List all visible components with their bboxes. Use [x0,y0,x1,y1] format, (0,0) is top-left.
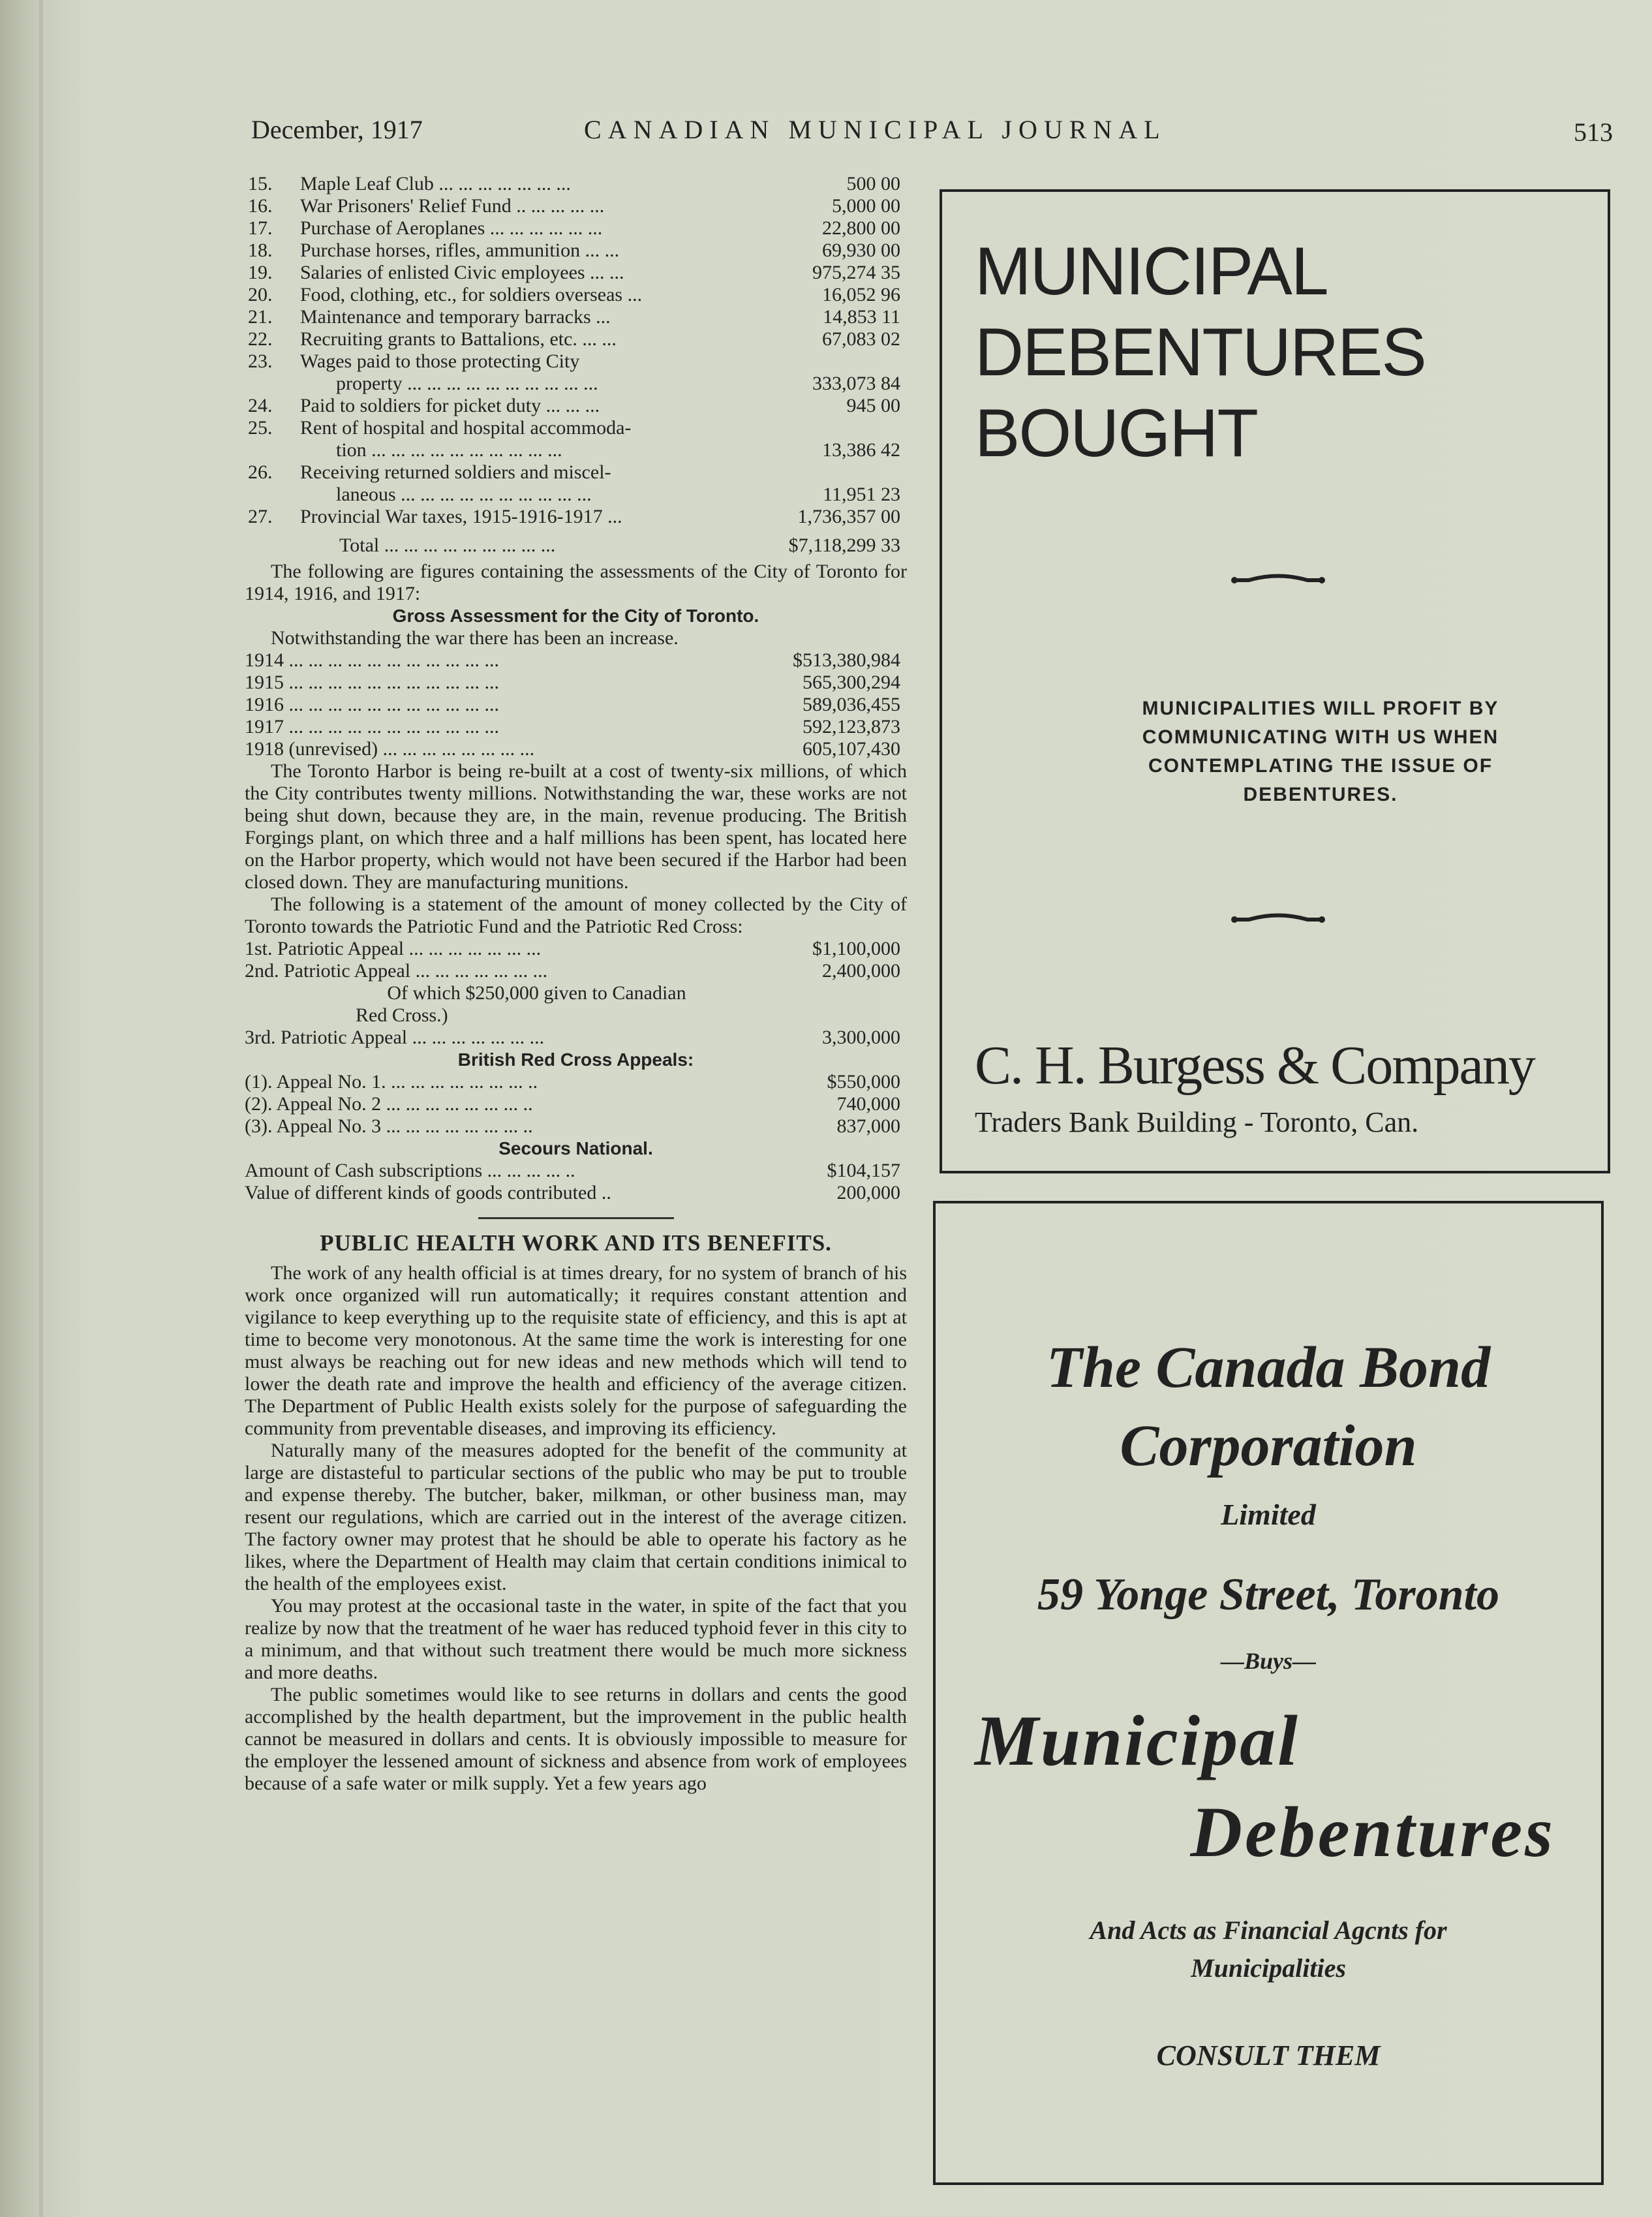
expenditure-description: Maintenance and temporary barracks ... [300,306,611,328]
expenditure-amount: 500 00 [846,173,900,194]
patriotic-note-cont: Red Cross.) [356,1004,448,1026]
expenditure-description: Provincial War taxes, 1915-1916-1917 ... [300,506,622,527]
expenditure-row [245,417,907,439]
ad-agents-line2: Municipalities [1191,1953,1346,1983]
ad-firm-name: C. H. Burgess & Company [975,1035,1535,1096]
expenditure-description: Rent of hospital and hospital accommoda- [300,417,632,439]
patriotic-row: 1st. Patriotic Appeal ... ... ... ... ... ... ... $1,100,000 [245,938,900,959]
ad-buys: —Buys— [1220,1648,1317,1674]
binding-gutter [39,0,43,2217]
issue-date: December, 1917 [251,115,423,144]
expenditure-row [245,217,907,240]
assessment-note: Notwithstanding the war there has been an increase. [271,627,679,649]
expenditure-number: 17. [248,217,273,239]
red-cross-row: (3). Appeal No. 3 ... ... ... ... ... ... ... .. 837,000 [245,1115,900,1137]
article-paragraph: The work of any health official is at times dreary, for no system of branch of his work once organized will run automatically; it requires constant attention and vigilance to keep everything up to the requisite state of efficiency, and this is apt at time to become very monotonous. At the same time the work is interesting for one must always be reaching out for new ideas and new methods which will tend to lower the death rate and improve the health and efficiency of the average citizen. The Department of Public Health exists solely for the purpose of safeguarding the community from preventable diseases, and improving its efficiency. [245,1262,907,1439]
expenditure-description-cont: laneous ... ... ... ... ... ... ... ... ... ... [336,484,592,505]
expenditure-row [245,395,907,417]
expenditure-number: 26. [248,461,273,483]
expenditure-continuation [245,373,907,395]
expenditure-row [245,461,907,484]
assessment-row: 1916 ... ... ... ... ... ... ... ... ... ... ... 589,036,455 [245,694,900,715]
expenditure-number: 18. [248,240,273,261]
expenditure-row [245,350,907,373]
expenditure-amount: 975,274 35 [812,262,900,283]
assessment-list [245,649,907,760]
assessment-intro: The following are figures containing the assessments of the City of Toronto for 1914, 1916, and 1917: [245,561,907,604]
expenditure-number: 25. [248,417,273,439]
expenditure-number: 23. [248,350,273,372]
page-number: 513 [1574,117,1613,147]
article-paragraph: Naturally many of the measures adopted for the benefit of the community at large are distasteful to particular sections of the public who may be put to trouble and expense thereby. The butcher, baker, milkman, or other business man, may resent our regulations, which are carried out in the interest of the average citizen. The factory owner may protest that he should be able to operate his factory as he likes, where the Department of Health may claim that certain conditions inimical to the health of the employees exist. [245,1440,907,1594]
expenditure-number: 19. [248,262,273,283]
patriotic-row: 2nd. Patriotic Appeal ... ... ... ... ... ... ... 2,400,000 [245,960,900,982]
ad-firm-address: Traders Bank Building - Toronto, Can. [975,1106,1419,1138]
expenditure-description: Purchase of Aeroplanes ... ... ... ... ... ... [300,217,603,239]
assessment-row: 1917 ... ... ... ... ... ... ... ... ... ... ... 592,123,873 [245,716,900,737]
expenditure-description: Receiving returned soldiers and miscel- [300,461,611,483]
secours-heading: Secours National. [498,1138,653,1158]
expenditure-number: 22. [248,328,273,350]
expenditure-row [245,306,907,328]
expenditure-description: Food, clothing, etc., for soldiers overseas ... [300,284,643,305]
expenditure-row [245,195,907,217]
article-paragraph: The public sometimes would like to see returns in dollars and cents the good accomplished by the health department, but the improvement in the public health cannot be measured in dollars and cents. It is obviously impossible to measure for the employer the lessened amount of sickness and absence from work of employees because of a safe water or milk supply. Yet a few years ago [245,1684,907,1794]
ornament-icon [1229,910,1327,929]
patriotic-intro: The following is a statement of the amount of money collected by the City of Toronto towards the Patriotic Fund and the Patriotic Red Cross: [245,893,907,937]
total-amount: $7,118,299 33 [788,535,900,556]
expenditure-description-cont: property ... ... ... ... ... ... ... ... ... ... [336,373,598,394]
assessment-row: 1918 (unrevised) ... ... ... ... ... ... ... ... 605,107,430 [245,738,900,760]
expenditure-number: 24. [248,395,273,416]
ad-name-line2: Corporation [1120,1414,1417,1478]
secours-row: Amount of Cash subscriptions ... ... ... ... .. $104,157 [245,1160,900,1181]
red-cross-row: (2). Appeal No. 2 ... ... ... ... ... ... ... .. 740,000 [245,1093,900,1115]
expenditure-amount: 22,800 00 [822,217,900,239]
canada-bond-advertisement [933,1201,1604,2185]
expenditure-description: War Prisoners' Relief Fund .. ... ... ... ... [300,195,605,217]
expenditure-row [245,173,907,195]
red-cross-row: (1). Appeal No. 1. ... ... ... ... ... ... ... .. $550,000 [245,1071,900,1093]
expenditure-amount: 69,930 00 [822,240,900,261]
expenditure-list [245,173,907,528]
expenditure-number: 15. [248,173,273,194]
ad-body: MUNICIPALITIES WILL PROFIT BY COMMUNICATING WITH US WHEN CONTEMPLATING THE ISSUE OF DEBENTURES. [1142,698,1499,805]
expenditure-amount: 16,052 96 [822,284,900,305]
running-head [251,114,1613,153]
expenditure-number: 27. [248,506,273,527]
total-label: Total ... ... ... ... ... ... ... ... ... [339,535,556,556]
red-cross-heading: British Red Cross Appeals: [457,1049,694,1070]
expenditure-description-cont: tion ... ... ... ... ... ... ... ... ... ... [336,439,562,461]
expenditure-description: Maple Leaf Club ... ... ... ... ... ... ... [300,173,571,194]
ad-product-line1: Municipal [975,1701,1300,1780]
expenditure-row [245,506,907,528]
ad-headline: MUNICIPAL DEBENTURES BOUGHT [975,234,1426,471]
expenditure-amount: 67,083 02 [822,328,900,350]
expenditure-number: 21. [248,306,273,328]
expenditure-description: Salaries of enlisted Civic employees ... ... [300,262,624,283]
ad-name-line1: The Canada Bond [1046,1335,1491,1400]
patriotic-row: 3rd. Patriotic Appeal ... ... ... ... ... ... ... 3,300,000 [245,1027,900,1048]
expenditure-continuation [245,439,907,461]
expenditure-description: Recruiting grants to Battalions, etc. ... ... [300,328,617,350]
ad-address: 59 Yonge Street, Toronto [1037,1570,1499,1620]
left-column [245,173,907,1795]
expenditure-continuation [245,484,907,506]
expenditure-description: Paid to soldiers for picket duty ... ... ... [300,395,600,416]
assessment-row: 1914 ... ... ... ... ... ... ... ... ... ... ... $513,380,984 [245,649,900,671]
expenditure-number: 20. [248,284,273,305]
expenditure-amount: 11,951 23 [823,484,900,505]
section-divider [478,1217,674,1219]
expenditure-row [245,240,907,262]
ad-limited: Limited [1221,1498,1316,1531]
article-title: PUBLIC HEALTH WORK AND ITS BENEFITS. [320,1230,832,1256]
expenditure-description: Wages paid to those protecting City [300,350,580,372]
expenditure-amount: 13,386 42 [822,439,900,461]
expenditure-amount: 333,073 84 [812,373,900,394]
patriotic-note: Of which $250,000 given to Canadian [387,982,686,1004]
article-paragraph: You may protest at the occasional taste in the water, in spite of the fact that you realize by now that the treatment of he waer has reduced typhoid fever in this city to a minimum, and that without such treatment there would be much more sickness and more deaths. [245,1595,907,1683]
assessment-row: 1915 ... ... ... ... ... ... ... ... ... ... ... 565,300,294 [245,672,900,693]
expenditure-description: Purchase horses, rifles, ammunition ... ... [300,240,620,261]
expenditure-amount: 945 00 [846,395,900,416]
expenditure-row [245,262,907,284]
ornament-icon [1229,570,1327,590]
harbor-paragraph: The Toronto Harbor is being re-built at a cost of twenty-six millions, of which the City contributes twenty millions. Notwithstanding the war, these works are not being shut down, because they are, in the main, revenue producing. The British Forgings plant, on which three and a half millions has been spent, has located here on the Harbor property, which would not have been secured if the Harbor had been closed down. They are manufacturing munitions. [245,760,907,893]
ad-agents-line1: And Acts as Financial Agcnts for [1090,1915,1447,1945]
journal-title: CANADIAN MUNICIPAL JOURNAL [584,115,1167,144]
ad-product-line2: Debentures [1190,1792,1555,1872]
expenditure-number: 16. [248,195,273,217]
expenditure-row [245,328,907,350]
expenditure-amount: 14,853 11 [823,306,900,328]
expenditure-amount: 1,736,357 00 [797,506,900,527]
assessment-heading: Gross Assessment for the City of Toronto. [392,606,759,626]
burgess-advertisement [940,189,1610,1173]
expenditure-amount: 5,000 00 [832,195,900,217]
expenditure-row [245,284,907,306]
ad-consult: CONSULT THEM [1156,2039,1381,2071]
secours-row: Value of different kinds of goods contributed .. 200,000 [245,1182,900,1203]
total-row [245,535,907,561]
